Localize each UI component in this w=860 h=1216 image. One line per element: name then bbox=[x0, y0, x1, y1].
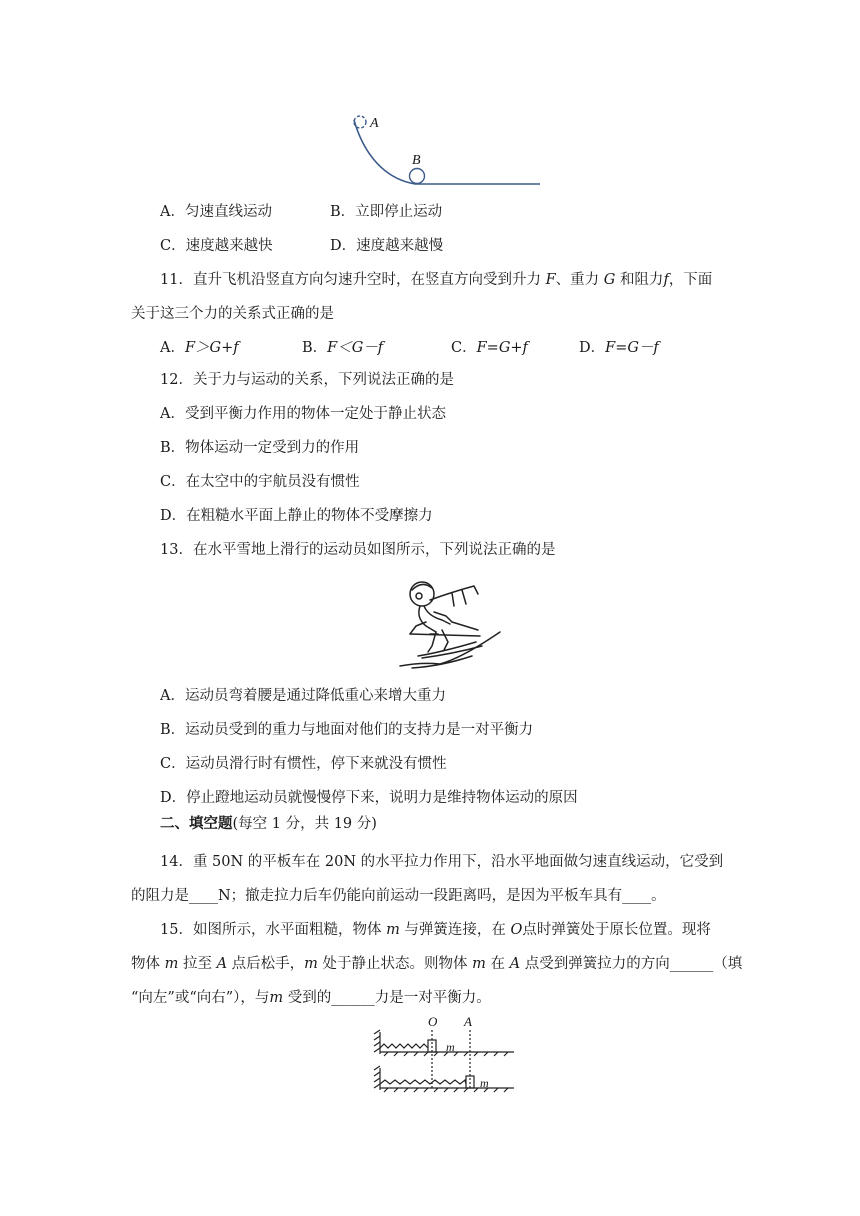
q12-option-c[interactable]: C．在太空中的宇航员没有惯性 bbox=[160, 474, 360, 490]
q15-line2: 物体 m 拉至 A 点后松手，m 处于静止状态。则物体 m 在 A 点受到弹簧拉力的方向______（填 bbox=[131, 956, 743, 972]
q15-line1: 15．如图所示，水平面粗糙，物体 m 与弹簧连接，在 O点时弹簧处于原长位置。现将 bbox=[160, 922, 711, 938]
q10-option-b[interactable]: B．立即停止运动 bbox=[330, 204, 443, 220]
q13-option-d[interactable]: D．停止蹬地运动员就慢慢停下来，说明力是维持物体运动的原因 bbox=[160, 790, 578, 806]
q14-line1: 14．重 50N 的平板车在 20N 的水平拉力作用下，沿水平地面做匀速直线运动，它受到 bbox=[160, 854, 724, 870]
q11-option-c[interactable]: C．F=G+f bbox=[451, 340, 528, 356]
spring-lower bbox=[380, 1080, 466, 1084]
q11-stem-line2: 关于这三个力的关系式正确的是 bbox=[131, 306, 334, 322]
q15-line3: “向左”或“向右”），与m 受到的______力是一对平衡力。 bbox=[131, 990, 491, 1006]
ramp-figure bbox=[340, 108, 550, 190]
q10-option-d[interactable]: D．速度越来越慢 bbox=[330, 238, 444, 254]
q12-option-a[interactable]: A．受到平衡力作用的物体一定处于静止状态 bbox=[160, 406, 446, 422]
spring-figure bbox=[374, 1012, 518, 1098]
q11-stem-line1: 11．直升飞机沿竖直方向匀速升空时，在竖直方向受到升力 F、重力 G 和阻力f，下面 bbox=[160, 272, 713, 288]
label-b: B bbox=[412, 153, 421, 168]
section-note: (每空 1 分，共 19 分) bbox=[232, 816, 377, 832]
skier-legs bbox=[428, 630, 448, 652]
svg-text:m: m bbox=[480, 1076, 489, 1090]
section-heading bbox=[160, 814, 377, 834]
svg-text:m: m bbox=[446, 1040, 455, 1054]
q10-option-c[interactable]: C．速度越来越快 bbox=[160, 238, 273, 254]
q12-stem: 12．关于力与运动的关系，下列说法正确的是 bbox=[160, 372, 454, 388]
q13-option-c[interactable]: C．运动员滑行时有惯性，停下来就没有惯性 bbox=[160, 756, 447, 772]
spring-upper bbox=[380, 1044, 428, 1048]
label-o: O bbox=[428, 1014, 438, 1029]
skier-body bbox=[424, 606, 450, 624]
section-title: 二、填空题 bbox=[160, 815, 233, 832]
label-a2: A bbox=[464, 1014, 472, 1029]
q13-stem: 13．在水平雪地上滑行的运动员如图所示，下列说法正确的是 bbox=[160, 542, 556, 558]
ball-b bbox=[410, 169, 425, 184]
q11-option-b[interactable]: B．F＜G－f bbox=[302, 340, 384, 356]
q11-option-d[interactable]: D．F=G－f bbox=[579, 340, 659, 356]
label-a: A bbox=[370, 116, 379, 131]
q12-option-b[interactable]: B．物体运动一定受到力的作用 bbox=[160, 440, 360, 456]
q14-line2: 的阻力是____N；撤走拉力后车仍能向前运动一段距离吗，是因为平板车具有____。 bbox=[131, 888, 666, 904]
skier-scarf bbox=[430, 586, 478, 606]
q13-option-a[interactable]: A．运动员弯着腰是通过降低重心来增大重力 bbox=[160, 688, 446, 704]
q13-option-b[interactable]: B．运动员受到的重力与地面对他们的支持力是一对平衡力 bbox=[160, 722, 534, 738]
snow-lines bbox=[400, 632, 500, 668]
q12-option-d[interactable]: D．在粗糙水平面上静止的物体不受摩擦力 bbox=[160, 508, 433, 524]
ramp-curve bbox=[354, 120, 540, 184]
skier-figure bbox=[382, 572, 506, 670]
q11-option-a[interactable]: A．F＞G+f bbox=[160, 340, 239, 356]
q10-option-a[interactable]: A．匀速直线运动 bbox=[160, 204, 272, 220]
